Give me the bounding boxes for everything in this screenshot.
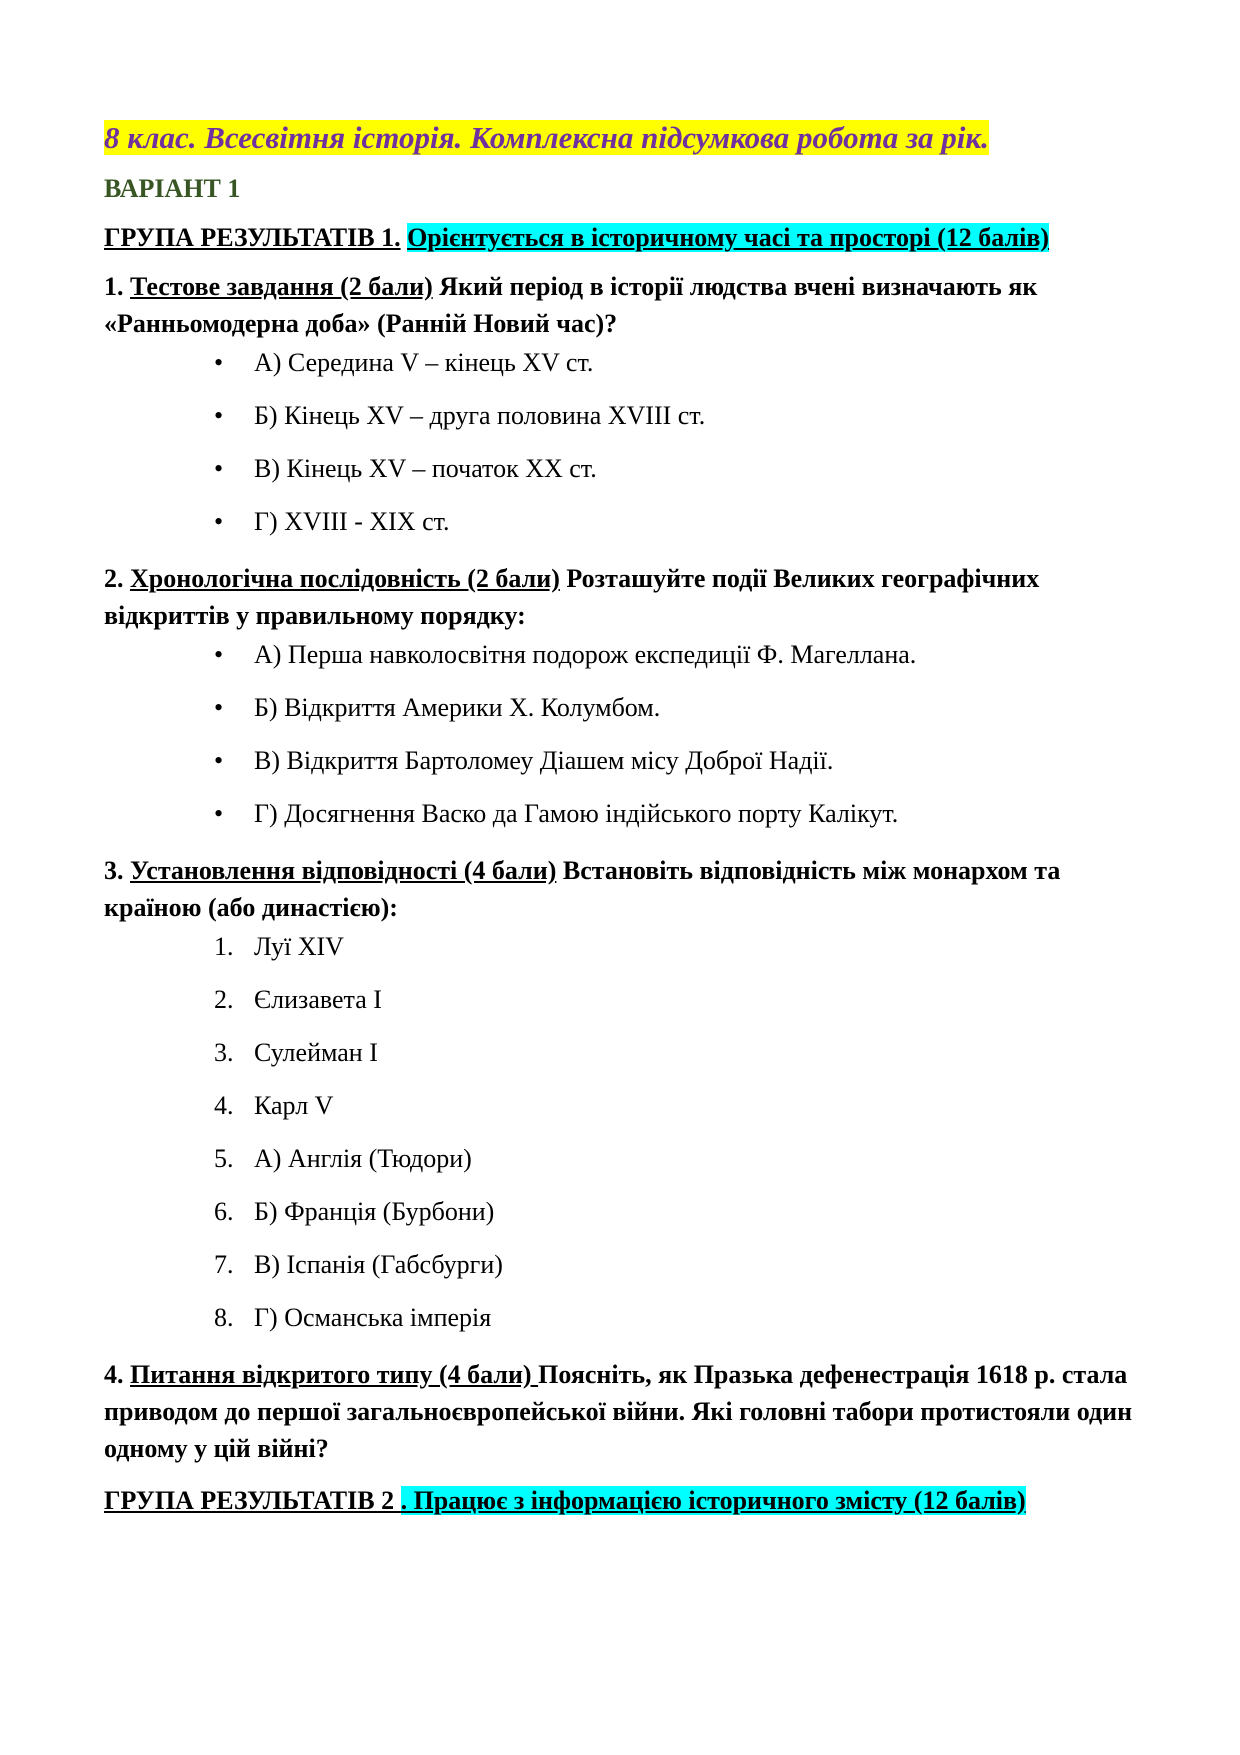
question-4-type: Питання відкритого типу (4 бали) [130,1360,539,1389]
question-2-text: Розташуйте події Великих географічних відкриттів у правильному порядку: [104,564,1040,630]
item-text: Карл V [254,1091,334,1120]
option: • А) Середина V – кінець XV ст. [214,348,1154,378]
item-number: 3. [214,1038,234,1067]
item-text: Г) Османська імперія [254,1303,492,1332]
document-page [104,118,1154,1517]
item-number: 7. [214,1250,234,1279]
question-4-text: Поясніть, як Празька дефенестрація 1618 р. стала приводом до першої загальноєвропейської війни. Які головні табори протистояли один одному у цій війні? [104,1360,1133,1463]
option: • А) Перша навколосвітня подорож експедиції Ф. Магеллана. [214,640,1154,670]
option: • В) Відкриття Бартоломеу Діашем місу Доброї Надії. [214,746,1154,776]
option: • Г) Досягнення Васко да Гамою індійського порту Калікут. [214,799,1154,829]
list-item [214,1250,1154,1280]
title-text: 8 клас. Всесвітня історія. Комплексна підсумкова робота за рік. [104,120,989,155]
group-2-lead: ГРУПА РЕЗУЛЬТАТІВ 2 [104,1486,401,1515]
option: • Г) XVIII - XIX ст. [214,507,1154,537]
item-number: 1. [214,932,234,961]
item-text: А) Англія (Тюдори) [254,1144,472,1173]
item-text: Б) Франція (Бурбони) [254,1197,495,1226]
list-item [214,1038,1154,1068]
item-text: В) Іспанія (Габсбурги) [254,1250,503,1279]
question-3-items [104,932,1154,1333]
question-2 [104,560,1154,634]
group-1-heading [104,222,1154,254]
list-item [214,985,1154,1015]
question-2-type: Хронологічна послідовність (2 бали) [130,564,560,593]
question-1-options [104,348,1154,537]
item-number: 8. [214,1303,234,1332]
item-text: Єлизавета I [254,985,382,1014]
list-item [214,1197,1154,1227]
group-1-lead: ГРУПА РЕЗУЛЬТАТІВ 1. [104,223,401,252]
question-3 [104,852,1154,926]
question-1-number: 1. [104,272,124,301]
option: • Б) Кінець XV – друга половина XVIII ст. [214,401,1154,431]
list-item [214,932,1154,962]
variant-heading: ВАРІАНТ 1 [104,174,241,203]
question-1-text: Який період в історії людства вчені визначають як «Ранньомодерна доба» (Ранній Новий час)? [104,272,1038,338]
item-text: Сулейман I [254,1038,378,1067]
item-number: 6. [214,1197,234,1226]
list-item [214,1144,1154,1174]
item-text: Луї XIV [254,932,344,961]
group-1-text: Орієнтується в історичному часі та просторі (12 балів) [407,223,1050,252]
option: • В) Кінець XV – початок XX ст. [214,454,1154,484]
group-2-text: . Працює з інформацією історичного змісту (12 балів) [400,1486,1026,1515]
question-2-number: 2. [104,564,124,593]
question-1 [104,268,1154,342]
list-item [214,1091,1154,1121]
question-3-type: Установлення відповідності (4 бали) [130,856,557,885]
item-number: 4. [214,1091,234,1120]
page-title [104,118,1154,158]
group-2-heading [104,1485,1154,1517]
question-4-number: 4. [104,1360,124,1389]
item-number: 5. [214,1144,234,1173]
option: • Б) Відкриття Америки Х. Колумбом. [214,693,1154,723]
question-2-options [104,640,1154,829]
question-4 [104,1356,1154,1467]
question-1-type: Тестове завдання (2 бали) [130,272,433,301]
question-3-number: 3. [104,856,124,885]
item-number: 2. [214,985,234,1014]
question-3-text: Встановіть відповідність між монархом та країною (або династією): [104,856,1061,922]
list-item [214,1303,1154,1333]
